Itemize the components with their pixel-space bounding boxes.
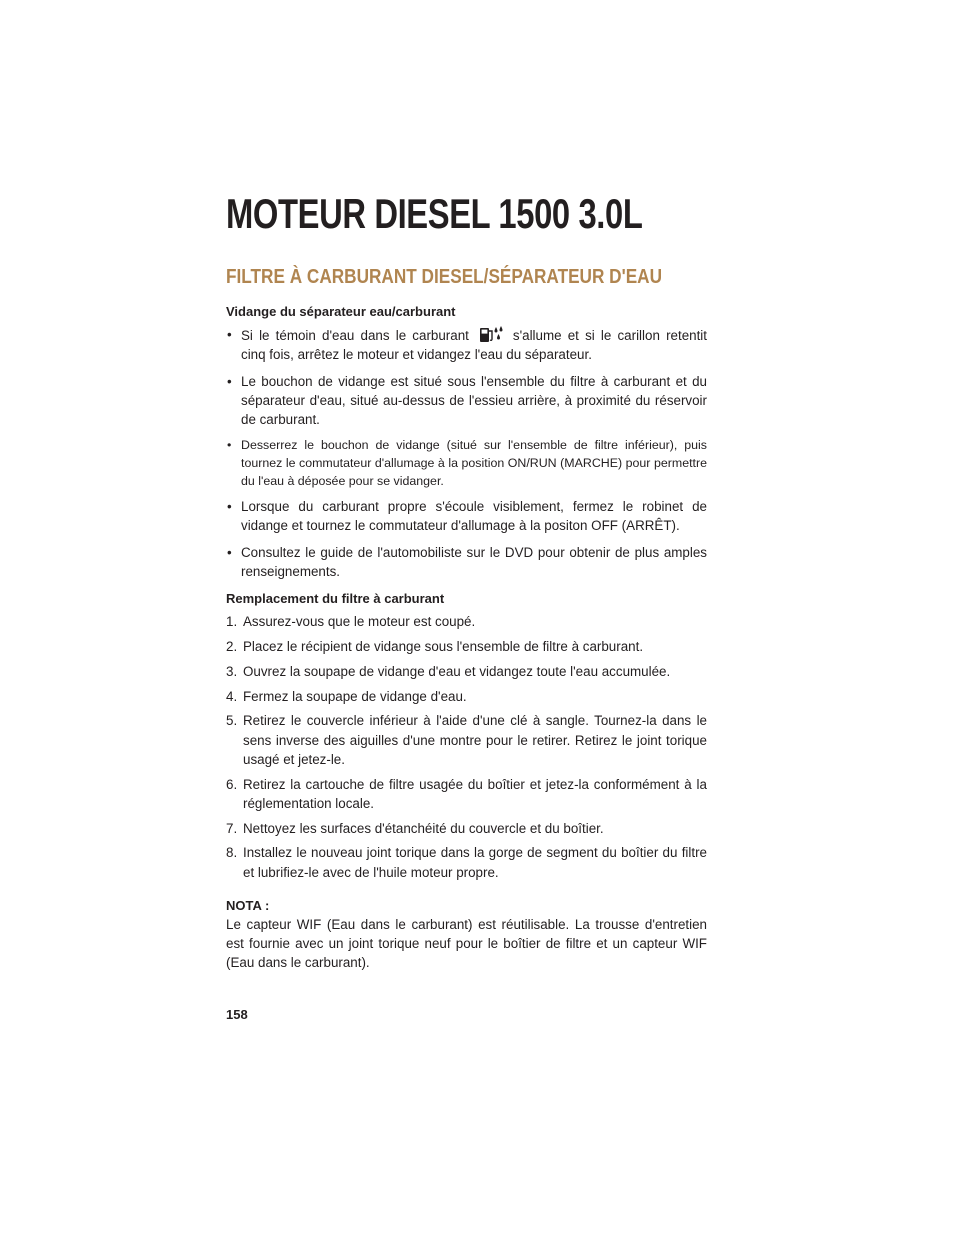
step-number: 7.: [226, 820, 238, 836]
step-text: Assurez-vous que le moteur est coupé.: [243, 614, 476, 630]
step-number: 6.: [226, 776, 238, 792]
step-text: Installez le nouveau joint torique dans la gorge de segment du boîtier du filtre et lubrifiez-le avec de l'huile moteur propre.: [243, 845, 707, 880]
drain-heading: Vidange du séparateur eau/carburant: [226, 304, 456, 319]
list-item: [226, 637, 707, 656]
step-number: 8.: [226, 845, 238, 861]
list-item: [226, 775, 707, 813]
chapter-title: MOTEUR DIESEL 1500 3.0L: [226, 190, 643, 237]
bullet-text: Si le témoin d'eau dans le carburant: [241, 328, 469, 344]
bullet-text: s'allume et si le carillon retentit cinq fois, arrêtez le moteur et vidangez l'eau du séparateur.: [241, 328, 708, 363]
list-item: [226, 662, 707, 681]
drain-bullet-list: [226, 325, 707, 581]
note-text: Le capteur WIF (Eau dans le carburant) est réutilisable. La trousse d'entretien est fournie avec un joint torique neuf pour le boîtier de filtre et un capteur WIF (Eau dans le carburant).: [226, 917, 707, 971]
section-title: FILTRE À CARBURANT DIESEL/SÉPARATEUR D'EAU: [226, 266, 663, 288]
note-label: NOTA :: [226, 897, 270, 913]
list-item: • Lorsque du carburant propre s'écoule visiblement, fermez le robinet de vidange et tournez le commutateur d'allumage à la positon OFF (ARRÊT).: [226, 497, 707, 535]
list-item: [226, 687, 707, 706]
step-text: Placez le récipient de vidange sous l'ensemble de filtre à carburant.: [243, 639, 644, 655]
page-number: 158: [226, 1007, 248, 1022]
step-text: Nettoyez les surfaces d'étanchéité du couvercle et du boîtier.: [243, 820, 604, 836]
step-text: Fermez la soupape de vidange d'eau.: [243, 688, 467, 704]
list-item: • Consultez le guide de l'automobiliste sur le DVD pour obtenir de plus amples renseignements.: [226, 543, 707, 581]
step-number: 2.: [226, 639, 238, 655]
page-content: [226, 302, 707, 973]
list-item: • Le bouchon de vidange est situé sous l'ensemble du filtre à carburant et du séparateur d'eau, situé au-dessus de l'essieu arrière, à proximité du réservoir de carburant.: [226, 372, 707, 430]
water-in-fuel-icon: [479, 325, 505, 343]
step-text: Retirez le couvercle inférieur à l'aide d'une clé à sangle. Tournez-la dans le sens inverse des aiguilles d'une montre pour le retirer. Retirez le joint torique usagé et jetez-le.: [243, 713, 707, 767]
step-number: 3.: [226, 663, 238, 679]
step-text: Retirez la cartouche de filtre usagée du boîtier et jetez-la conformément à la réglementation locale.: [243, 776, 707, 811]
list-item: [226, 325, 707, 364]
list-item: [226, 843, 707, 881]
step-number: 4.: [226, 688, 238, 704]
step-number: 5.: [226, 713, 238, 729]
replace-step-list: [226, 612, 707, 882]
step-text: Ouvrez la soupape de vidange d'eau et vidangez toute l'eau accumulée.: [243, 663, 671, 679]
replace-heading: Remplacement du filtre à carburant: [226, 591, 445, 607]
list-item: [226, 612, 707, 631]
list-item: [226, 711, 707, 769]
list-item: [226, 819, 707, 838]
step-number: 1.: [226, 614, 238, 630]
list-item: • Desserrez le bouchon de vidange (situé sur l'ensemble de filtre inférieur), puis tournez le commutateur d'allumage à la position ON/RUN (MARCHE) pour permettre du l'eau à déposée pour se vidanger.: [226, 436, 707, 490]
